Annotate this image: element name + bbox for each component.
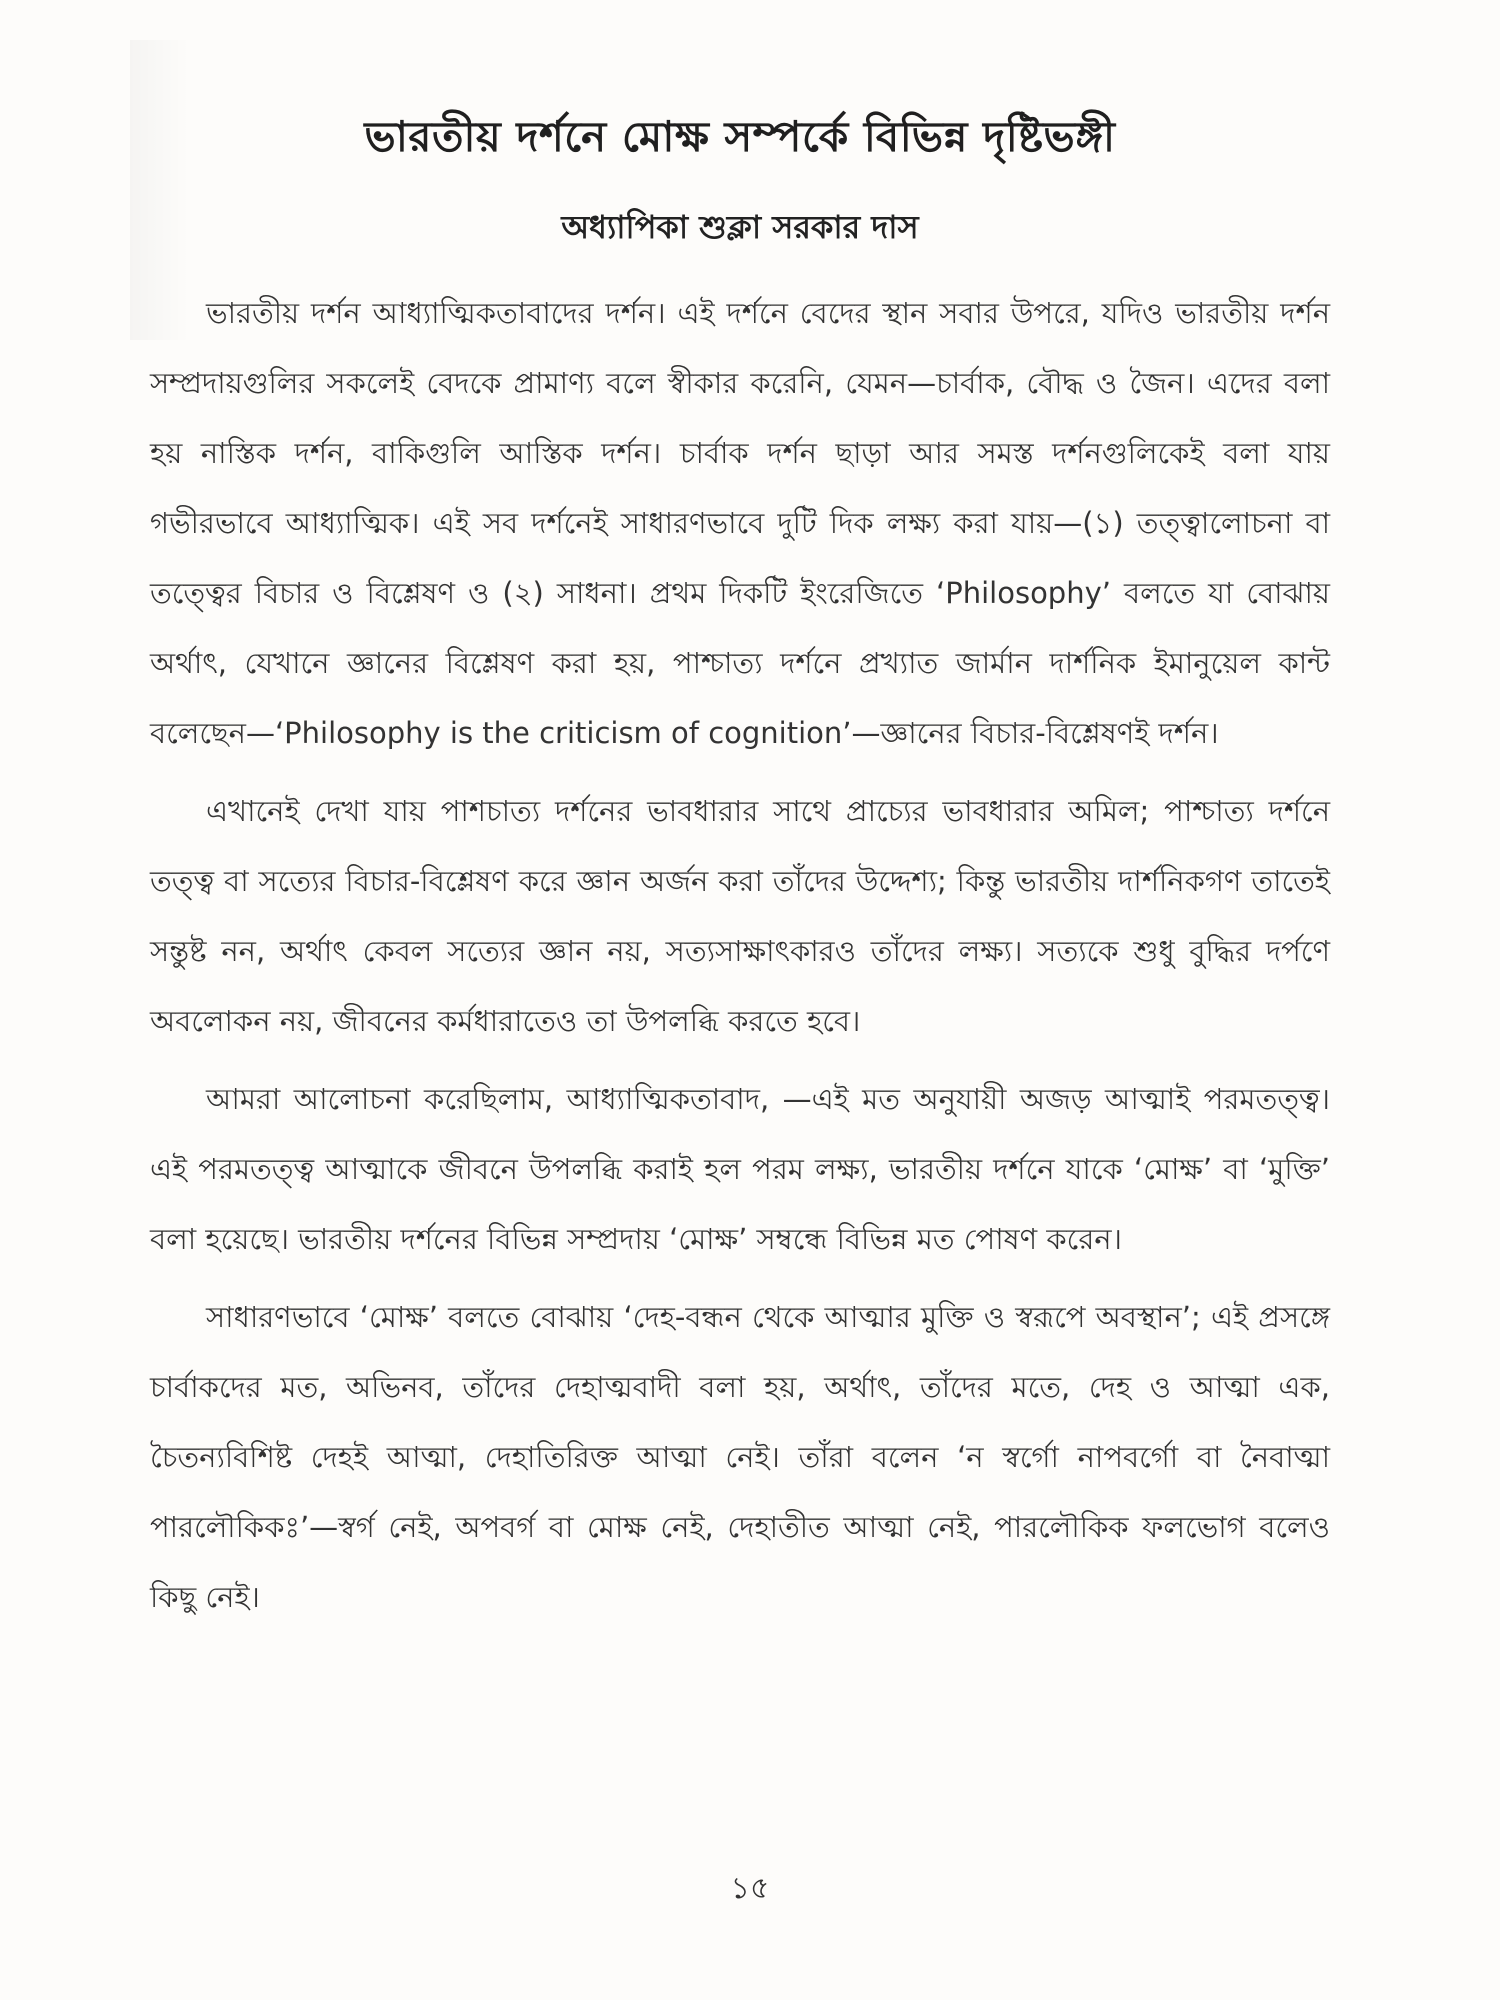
paragraph-2: এখানেই দেখা যায় পাশচাত্য দর্শনের ভাবধারার সাথে প্রাচ্যের ভাবধারার অমিল; পাশ্চাত্য দর্শনে তত্ত্ব বা সত্যের বিচার-বিশ্লেষণ করে জ্ঞান অর্জন করা তাঁদের উদ্দেশ্য; কিন্তু ভারতীয় দার্শনিকগণ তাতেই সন্তুষ্ট নন, অর্থাৎ কেবল সত্যের জ্ঞান নয়, সত্যসাক্ষাৎকারও তাঁদের লক্ষ্য। সত্যকে শুধু বুদ্ধির দর্পণে অবলোকন নয়, জীবনের কর্মধারাতেও তা উপলব্ধি করতে হবে। bbox=[150, 794, 1330, 1039]
page-content bbox=[150, 100, 1330, 1640]
page-number: ১৫ bbox=[730, 1871, 770, 1906]
paragraph-1: ভারতীয় দর্শন আধ্যাত্মিকতাবাদের দর্শন। এই দর্শনে বেদের স্থান সবার উপরে, যদিও ভারতীয় দর্শন সম্প্রদায়গুলির সকলেই বেদকে প্রামাণ্য বলে স্বীকার করেনি, যেমন—চার্বাক, বৌদ্ধ ও জৈন। এদের বলা হয় নাস্তিক দর্শন, বাকিগুলি আস্তিক দর্শন। চার্বাক দর্শন ছাড়া আর সমস্ত দর্শনগুলিকেই বলা যায় গভীরভাবে আধ্যাত্মিক। এই সব দর্শনেই সাধারণভাবে দুটি দিক লক্ষ্য করা যায়—(১) তত্ত্বালোচনা বা তত্ত্বের বিচার ও বিশ্লেষণ ও (২) সাধনা। প্রথম দিকটি ইংরেজিতে ‘Philosophy’ বলতে যা বোঝায় অর্থাৎ, যেখানে জ্ঞানের বিশ্লেষণ করা হয়, পাশ্চাত্য দর্শনে প্রখ্যাত জার্মান দার্শনিক ইমানুয়েল কান্ট বলেছেন—‘Philosophy is the criticism of cognition’—জ্ঞানের বিচার-বিশ্লেষণই দর্শন। bbox=[150, 296, 1330, 751]
paragraph-3: আমরা আলোচনা করেছিলাম, আধ্যাত্মিকতাবাদ, —এই মত অনুযায়ী অজড় আত্মাই পরমতত্ত্ব। এই পরমতত্ত্ব আত্মাকে জীবনে উপলব্ধি করাই হল পরম লক্ষ্য, ভারতীয় দর্শনে যাকে ‘মোক্ষ’ বা ‘মুক্তি’ বলা হয়েছে। ভারতীয় দর্শনের বিভিন্ন সম্প্রদায় ‘মোক্ষ’ সম্বন্ধে বিভিন্ন মত পোষণ করেন। bbox=[150, 1082, 1330, 1257]
author-name: অধ্যাপিকা শুক্লা সরকার দাস bbox=[561, 208, 919, 247]
paragraph-4: সাধারণভাবে ‘মোক্ষ’ বলতে বোঝায় ‘দেহ-বন্ধন থেকে আত্মার মুক্তি ও স্বরূপে অবস্থান’; এই প্রসঙ্গে চার্বাকদের মত, অভিনব, তাঁদের দেহাত্মবাদী বলা হয়, অর্থাৎ, তাঁদের মতে, দেহ ও আত্মা এক, চৈতন্যবিশিষ্ট দেহই আত্মা, দেহাতিরিক্ত আত্মা নেই। তাঁরা বলেন ‘ন স্বর্গো নাপবর্গো বা নৈবাত্মা পারলৌকিকঃ’—স্বর্গ নেই, অপবর্গ বা মোক্ষ নেই, দেহাতীত আত্মা নেই, পারলৌকিক ফলভোগ বলেও কিছু নেই। bbox=[150, 1300, 1330, 1615]
page-title: ভারতীয় দর্শনে মোক্ষ সম্পর্কে বিভিন্ন দৃষ্টিভঙ্গী bbox=[364, 112, 1116, 161]
